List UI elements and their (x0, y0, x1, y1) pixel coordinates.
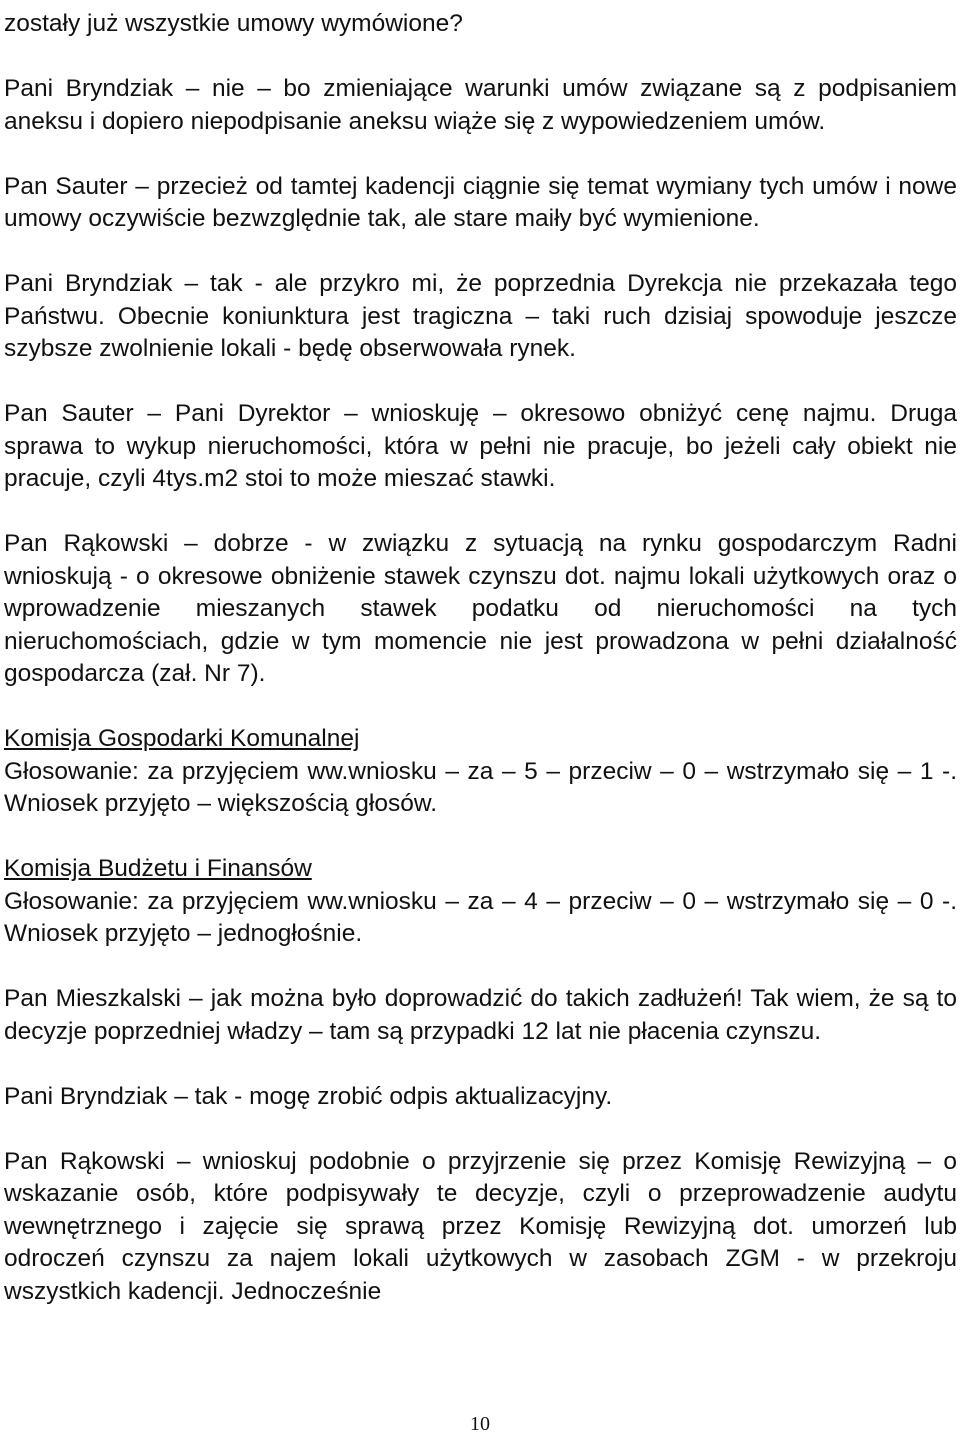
paragraph-bryndziak-market: Pani Bryndziak – tak - ale przykro mi, że poprzednia Dyrekcja nie przekazała tego Państwu. Obecnie koniunktura jest tragiczna – taki ruch dzisiaj spowoduje jeszcze szybsze zwolnienie lokali - będę obserwowała rynek. (4, 270, 957, 362)
paragraph-sauter-contracts: Pan Sauter – przecież od tamtej kadencji ciągnie się temat wymiany tych umów i nowe umowy oczywiście bezwzględnie tak, ale stare maiły być wymienione. (4, 172, 957, 232)
paragraph-mieszkalski: Pan Mieszkalski – jak można było doprowadzić do takich zadłużeń! Tak wiem, że są to decyzje poprzedniej władzy – tam są przypadki 12 lat nie płacenia czynszu. (4, 985, 957, 1045)
vote-result-budzetu: Głosowanie: za przyjęciem ww.wniosku – za – 4 – przeciw – 0 – wstrzymało się – 0 -. Wniosek przyjęto – jednogłośnie. (4, 887, 957, 947)
paragraph-question: zostały już wszystkie umowy wymówione? (4, 10, 463, 37)
page-number: 10 (470, 1413, 490, 1435)
paragraph-rakowski-audit: Pan Rąkowski – wnioskuj podobnie o przyjrzenie się przez Komisję Rewizyjną – o wskazanie osób, które podpisywały te decyzje, czyli o przeprowadzenie audytu wewnętrznego i zajęcie się sprawą przez Komisję Rewizyjną dot. umorzeń lub odroczeń czynszu za najem lokali użytkowych w zasobach ZGM - w przekroju wszystkich kadencji. Jednocześnie (4, 1147, 957, 1305)
paragraph-bryndziak-annex: Pani Bryndziak – nie – bo zmieniające warunki umów związane są z podpisaniem aneksu i dopiero niepodpisanie aneksu wiąże się z wypowiedzeniem umów. (4, 75, 957, 135)
paragraph-sauter-motion: Pan Sauter – Pani Dyrektor – wnioskuję – okresowo obniżyć cenę najmu. Druga sprawa to wykup nieruchomości, która w pełni nie pracuje, bo jeżeli cały obiekt nie pracuje, czyli 4tys.m2 stoi to może mieszać stawki. (4, 400, 957, 492)
committee-heading-budzetu: Komisja Budżetu i Finansów (4, 855, 312, 882)
committee-heading-gospodarki: Komisja Gospodarki Komunalnej (4, 725, 360, 752)
paragraph-bryndziak-writeoff: Pani Bryndziak – tak - mogę zrobić odpis aktualizacyjny. (4, 1082, 613, 1110)
vote-result-gospodarki: Głosowanie: za przyjęciem ww.wniosku – za – 5 – przeciw – 0 – wstrzymało się – 1 -. Wniosek przyjęto – większością głosów. (4, 757, 957, 817)
paragraph-rakowski-motion: Pan Rąkowski – dobrze - w związku z sytuacją na rynku gospodarczym Radni wnioskują - o okresowe obniżenie stawek czynszu dot. najmu lokali użytkowych oraz o wprowadzenie mieszanych stawek podatku od nieruchomości na tych nieruchomościach, gdzie w tym momencie nie jest prowadzona w pełni działalność gospodarcza (zał. Nr 7). (4, 530, 957, 687)
